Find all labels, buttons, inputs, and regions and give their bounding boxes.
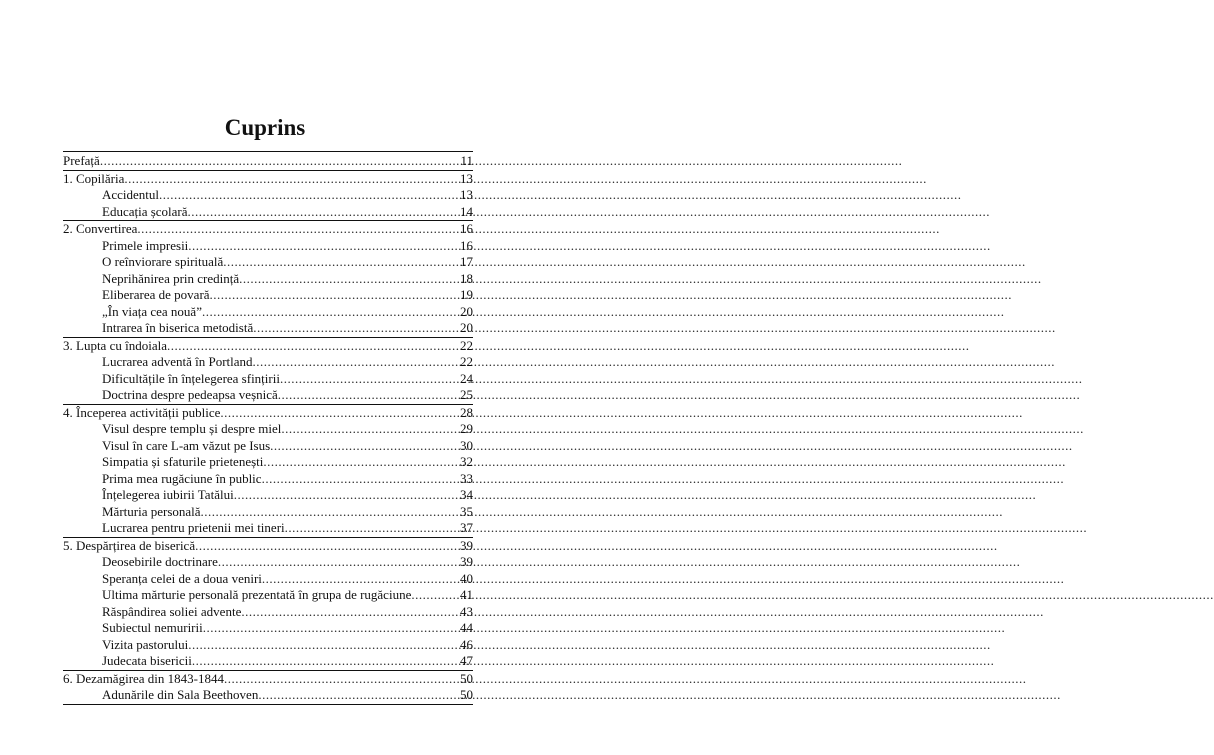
toc-chapter-entry[interactable]: [63, 338, 473, 355]
toc-subentry[interactable]: [63, 687, 473, 704]
toc-subentry[interactable]: [63, 554, 473, 571]
toc-entry-label: Accidentul: [102, 187, 160, 202]
toc-page-number: 34: [460, 487, 473, 502]
dot-leader: [223, 254, 457, 271]
toc-section: [63, 221, 473, 338]
toc-entry-label: Ultima mărturie personală prezentată în grupa de rugăciune: [102, 587, 412, 602]
toc-subentry[interactable]: [63, 320, 473, 337]
toc-subentry[interactable]: [63, 520, 473, 537]
toc-section: [63, 153, 473, 171]
toc-subentry[interactable]: [63, 187, 473, 204]
dot-leader: [124, 171, 457, 188]
dot-leader: [202, 304, 457, 321]
toc-chapter-entry[interactable]: [63, 171, 473, 188]
toc-subentry[interactable]: [63, 471, 473, 488]
toc-body: [63, 153, 473, 705]
toc-entry-label: Simpatia și sfaturile prietenești: [102, 454, 264, 469]
toc-entry-label: Prefață: [63, 153, 100, 168]
toc-subentry[interactable]: [63, 204, 473, 221]
toc-chapter-entry[interactable]: [63, 221, 473, 238]
toc-subentry[interactable]: [63, 620, 473, 637]
toc-subentry[interactable]: [63, 287, 473, 304]
toc-subentry[interactable]: [63, 571, 473, 588]
toc-page-number: 28: [460, 404, 473, 420]
toc-page-number: 16: [460, 237, 473, 253]
dot-leader: [188, 238, 457, 255]
toc-page-number: 44: [460, 620, 473, 635]
toc-page-number: 11: [460, 153, 473, 168]
toc-page-number: 17: [460, 254, 473, 269]
toc-subentry[interactable]: [63, 354, 473, 371]
toc-entry-label: Educația școlară: [102, 203, 188, 219]
dot-leader: [263, 454, 457, 471]
dot-leader: [262, 571, 457, 588]
toc-subentry[interactable]: [63, 604, 473, 621]
toc-entry-label: Dificultățile în înțelegerea sfințirii: [102, 370, 280, 386]
toc-entry-label: Adunările din Sala Beethoven: [102, 687, 259, 702]
toc-subentry[interactable]: [63, 371, 473, 388]
page-title: Cuprins: [224, 115, 306, 140]
dot-leader: [280, 371, 457, 388]
dot-leader: [188, 204, 457, 221]
toc-page-number: 40: [460, 570, 473, 586]
toc-subentry[interactable]: [63, 271, 473, 288]
toc-subentry[interactable]: [63, 438, 473, 455]
dot-leader: [203, 620, 457, 637]
toc-page-number: 30: [460, 437, 473, 453]
dot-leader: [239, 271, 457, 288]
dot-leader: [210, 287, 457, 304]
toc-chapter-entry[interactable]: [63, 538, 473, 555]
toc-entry-label: Speranța celei de a doua veniri: [102, 570, 262, 586]
toc-subentry[interactable]: [63, 421, 473, 438]
toc-page-number: 46: [460, 636, 473, 652]
toc-page-number: 33: [460, 470, 473, 486]
toc-entry-label: 3. Lupta cu îndoiala: [63, 337, 167, 353]
toc-page-number: 22: [460, 354, 473, 369]
dot-leader: [234, 487, 457, 504]
toc-page-number: 14: [460, 203, 473, 219]
toc-page-number: 24: [460, 370, 473, 386]
dot-leader: [220, 405, 457, 422]
dot-leader: [241, 604, 457, 621]
dot-leader: [192, 653, 457, 670]
toc-page-number: 20: [460, 303, 473, 319]
dot-leader: [270, 438, 457, 455]
dot-leader: [224, 671, 457, 688]
toc-page-number: 16: [460, 221, 473, 236]
toc-entry-label: Lucrarea pentru prietenii mei tineri: [102, 520, 285, 535]
toc-entry-label: Înțelegerea iubirii Tatălui: [102, 487, 234, 502]
toc-subentry[interactable]: [63, 238, 473, 255]
dot-leader: [411, 587, 457, 604]
table-of-contents: [63, 151, 473, 705]
toc-page-number: 50: [460, 670, 473, 686]
toc-section: [63, 171, 473, 222]
toc-page-number: 35: [460, 503, 473, 519]
toc-subentry[interactable]: [63, 387, 473, 404]
toc-entry-label: Subiectul nemuririi: [102, 620, 203, 635]
toc-subentry[interactable]: [63, 504, 473, 521]
dot-leader: [281, 421, 457, 438]
toc-chapter-entry[interactable]: [63, 405, 473, 422]
toc-entry-label: Răspândirea soliei advente: [102, 603, 242, 619]
toc-page-number: 41: [460, 587, 473, 602]
dot-leader: [258, 687, 457, 704]
dot-leader: [262, 471, 457, 488]
dot-leader: [285, 520, 457, 537]
toc-entry-label: Lucrarea adventă în Portland: [102, 354, 253, 369]
toc-page-number: 39: [460, 554, 473, 569]
toc-section: [63, 671, 473, 705]
toc-subentry[interactable]: [63, 454, 473, 471]
dot-leader: [278, 387, 457, 404]
dot-leader: [167, 338, 457, 355]
toc-page-number: 47: [460, 653, 473, 668]
toc-entry-label: 6. Dezamăgirea din 1843-1844: [63, 670, 225, 686]
toc-entry-label: Eliberarea de povară: [102, 287, 210, 302]
toc-page-number: 25: [460, 387, 473, 402]
book-page: [0, 0, 530, 755]
toc-page-number: 13: [460, 187, 473, 202]
toc-entry-label: 4. Începerea activității publice: [63, 404, 221, 420]
toc-entry-label: Primele impresii: [102, 237, 189, 253]
toc-page-number: 19: [460, 287, 473, 302]
toc-entry-label: O reînviorare spirituală: [102, 254, 224, 269]
toc-entry-label: Visul despre templu și despre miel: [102, 421, 282, 436]
toc-page-number: 18: [460, 270, 473, 286]
toc-subentry[interactable]: [63, 254, 473, 271]
toc-subentry[interactable]: [63, 637, 473, 654]
toc-page-number: 43: [460, 603, 473, 619]
toc-page-number: 20: [460, 320, 473, 335]
toc-subentry[interactable]: [63, 587, 473, 604]
dot-leader: [218, 554, 457, 571]
toc-page-number: 13: [460, 170, 473, 186]
toc-section: [63, 338, 473, 405]
dot-leader: [253, 354, 457, 371]
dot-leader: [253, 320, 457, 337]
toc-subentry[interactable]: [63, 653, 473, 670]
toc-page-number: 50: [460, 687, 473, 702]
toc-entry-label: Doctrina despre pedeapsa veșnică: [102, 387, 278, 402]
toc-entry-label: Neprihănirea prin credință: [102, 270, 240, 286]
toc-section: [63, 538, 473, 671]
toc-entry-label: 2. Convertirea: [63, 221, 138, 236]
toc-page-number: 39: [460, 537, 473, 553]
dot-leader: [159, 187, 457, 204]
toc-entry-label: Mărturia personală: [102, 503, 201, 519]
toc-entry-label: Deosebirile doctrinare: [102, 554, 218, 569]
toc-subentry[interactable]: [63, 304, 473, 321]
toc-subentry[interactable]: [63, 487, 473, 504]
dot-leader: [195, 538, 457, 555]
dot-leader: [201, 504, 457, 521]
toc-entry-label: Judecata bisericii: [102, 653, 192, 668]
toc-entry-label: Visul în care L-am văzut pe Isus: [102, 437, 271, 453]
top-rule: [63, 151, 473, 152]
toc-entry-label: 1. Copilăria: [63, 170, 125, 186]
toc-chapter-entry[interactable]: [63, 153, 473, 170]
dot-leader: [100, 153, 457, 170]
toc-page-number: 22: [460, 337, 473, 353]
toc-page-number: 37: [460, 520, 473, 535]
toc-chapter-entry[interactable]: [63, 671, 473, 688]
toc-entry-label: „În viața cea nouă”: [102, 303, 202, 319]
toc-entry-label: Prima mea rugăciune în public: [102, 470, 262, 486]
dot-leader: [188, 637, 457, 654]
dot-leader: [137, 221, 457, 238]
toc-section: [63, 405, 473, 538]
toc-entry-label: Vizita pastorului: [102, 636, 189, 652]
toc-page-number: 32: [460, 454, 473, 469]
toc-entry-label: Intrarea în biserica metodistă: [102, 320, 254, 335]
toc-entry-label: 5. Despărțirea de biserică: [63, 537, 196, 553]
toc-page-number: 29: [460, 421, 473, 436]
